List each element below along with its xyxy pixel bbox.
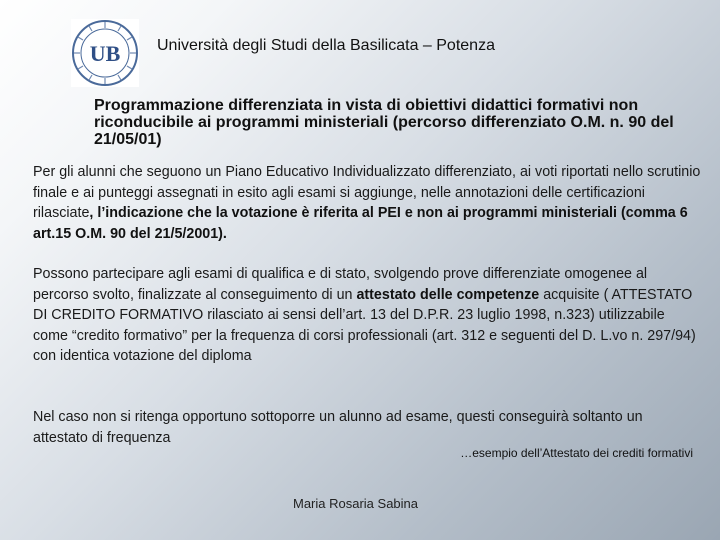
paragraph-pei xyxy=(33,162,701,244)
paragraph-pei-text: Per gli alunni che seguono un Piano Educativo Individualizzato differenziato, ai voti riportati nello scrutinio finale e ai punteggi assegnati in esito agli esami si aggiunge, nelle annotazioni delle certificazioni rilasciate xyxy=(33,164,701,221)
paragraph-pei-bold: , l’indicazione che la votazione è riferita al PEI e non ai programmi ministeriali (comma 6 art.15 O.M. 90 del 21/5/2001). xyxy=(33,205,688,242)
author-name: Maria Rosaria Sabina xyxy=(293,496,419,511)
institution-title: Università degli Studi della Basilicata – Potenza xyxy=(157,37,495,54)
university-logo xyxy=(71,19,139,87)
attestato-example-caption[interactable]: …esempio dell’Attestato dei crediti formativi xyxy=(460,446,693,460)
paragraph-esami-text-before: Possono partecipare agli esami di qualifica e di stato, svolgendo prove differenziate omogenee al percorso svolto, finalizzate al conseguimento di un xyxy=(33,266,648,303)
ub-university-seal-icon xyxy=(71,19,139,87)
paragraph-frequenza: Nel caso non si ritenga opportuno sottoporre un alunno ad esame, questi conseguirà soltanto un attestato di frequenza xyxy=(33,409,643,446)
paragraph-esami-text-after: acquisite ( ATTESTATO DI CREDITO FORMATIVO rilasciato ai sensi dell’art. 13 del D.P.R. 23 luglio 1998, n.323) utilizzabile come “credito formativo” per la frequenza di corsi professionali (art. 312 e seguenti del D. L.vo n. 297/94) con identica votazione del diploma xyxy=(33,286,696,364)
attestato-bold: attestato xyxy=(356,286,417,303)
paragraph-esami xyxy=(33,264,701,367)
svg-text:UB: UB xyxy=(89,41,121,66)
page-subtitle: Programmazione differenziata in vista di obiettivi didattici formativi non riconducibile ai programmi ministeriali (percorso differenziato O.M. n. 90 del 21/05/01) xyxy=(94,97,674,148)
competenze-bold: delle competenze xyxy=(420,286,540,303)
